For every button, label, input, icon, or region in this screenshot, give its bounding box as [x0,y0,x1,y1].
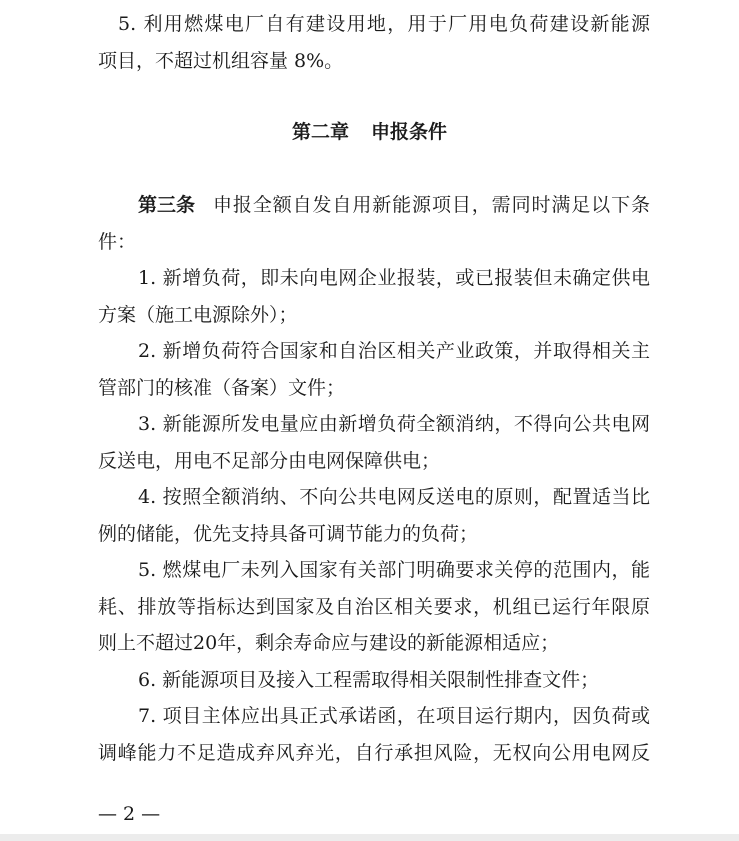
item-5-line-1: 5. 燃煤电厂未列入国家有关部门明确要求关停的范围内，能 [138,559,650,581]
item-2-line-2: 管部门的核准（备案）文件； [98,377,346,399]
article-line-1 [138,191,650,219]
article-intro: 申报全额自发自用新能源项目，需同时满足以下条 [213,194,650,216]
item-4-line-2: 例的储能，优先支持具备可调节能力的负荷； [98,523,479,545]
item-6-line-1: 6. 新能源项目及接入工程需取得相关限制性排查文件； [138,669,600,691]
top-item-line-2: 项目，不超过机组容量 8%。 [98,50,344,72]
item-7-line-1: 7. 项目主体应出具正式承诺函，在项目运行期内，因负荷或 [138,705,650,727]
chapter-number: 第二章 [291,121,349,143]
chapter-heading [0,118,739,146]
page-bottom-edge [0,834,739,841]
item-7-line-2: 调峰能力不足造成弃风弃光，自行承担风险，无权向公用电网反 [98,742,650,764]
top-item-line-1: 5. 利用燃煤电厂自有建设用地，用于厂用电负荷建设新能源 [118,13,650,35]
page-number: — 2 — [98,803,161,825]
item-5-line-2: 耗、排放等指标达到国家及自治区相关要求，机组已运行年限原 [98,596,650,618]
item-5-line-3: 则上不超过20年，剩余寿命应与建设的新能源相适应； [98,632,560,654]
item-3-line-1: 3. 新能源所发电量应由新增负荷全额消纳，不得向公共电网 [138,413,650,435]
article-line-2: 件： [98,231,137,253]
item-2-line-1: 2. 新增负荷符合国家和自治区相关产业政策，并取得相关主 [138,340,650,362]
item-3-line-2: 反送电，用电不足部分由电网保障供电； [98,450,441,472]
chapter-title: 申报条件 [371,121,448,143]
item-1-line-1: 1. 新增负荷，即未向电网企业报装，或已报装但未确定供电 [138,267,650,289]
article-label: 第三条 [138,194,196,216]
item-4-line-1: 4. 按照全额消纳、不向公共电网反送电的原则，配置适当比 [138,486,650,508]
item-1-line-2: 方案（施工电源除外）； [98,304,298,326]
